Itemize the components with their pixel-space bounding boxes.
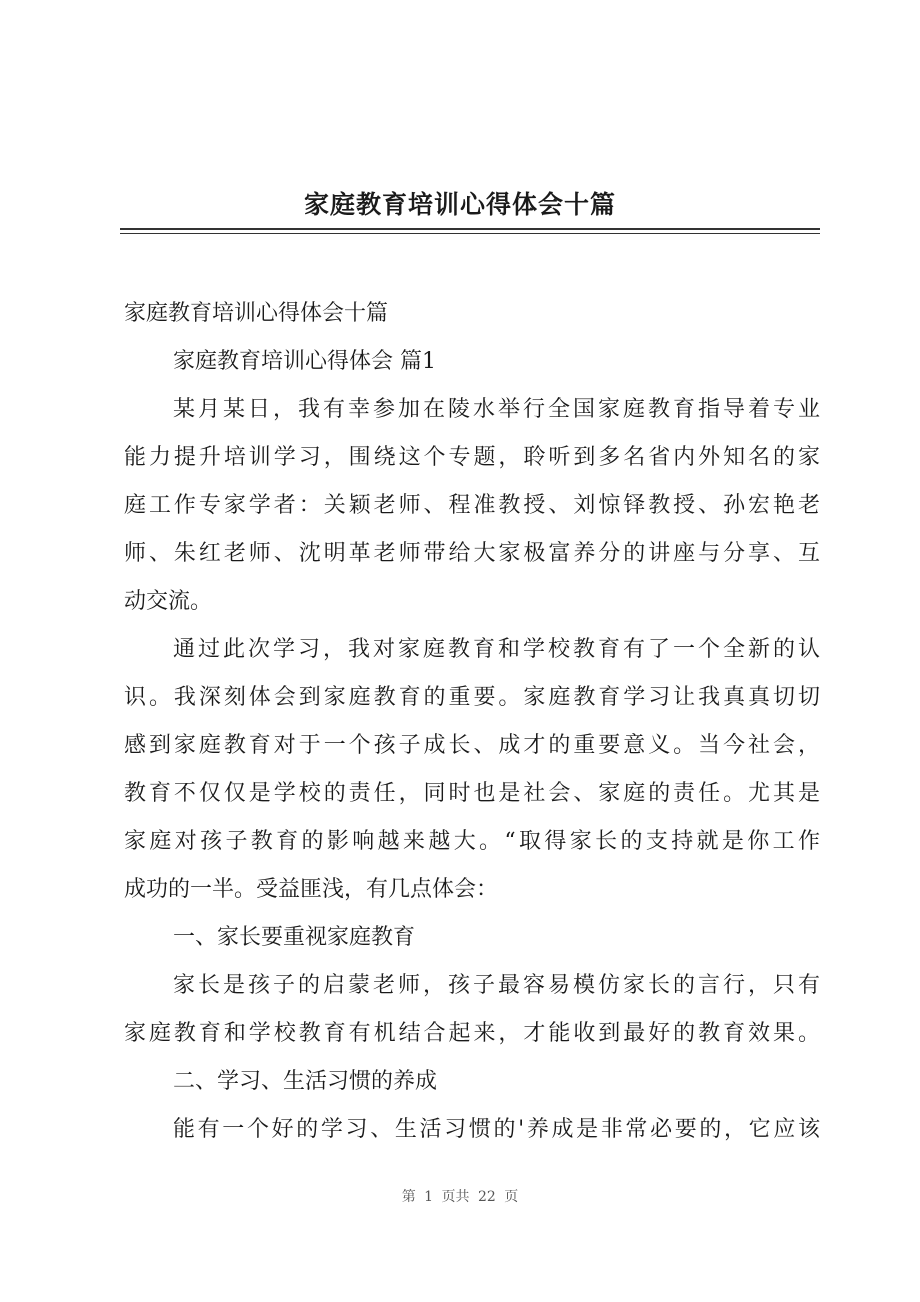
body-line: 识。我深刻体会到家庭教育的重要。家庭教育学习让我真真切切	[124, 685, 820, 710]
body-line: 教育不仅仅是学校的责任，同时也是社会、家庭的责任。尤其是	[124, 781, 820, 806]
section-heading: 二、学习、生活习惯的养成	[173, 1069, 438, 1094]
body-line: 成功的一半。受益匪浅，有几点体会：	[124, 877, 499, 902]
body-line: 家庭对孩子教育的影响越来越大。“取得家长的支持就是你工作	[124, 829, 820, 854]
body-line: 家庭教育培训心得体会 篇1	[173, 349, 436, 374]
body-line: 庭工作专家学者：关颖老师、程准教授、刘惊铎教授、孙宏艳老	[124, 493, 820, 518]
section-heading: 一、家长要重视家庭教育	[173, 925, 416, 950]
body-line: 能力提升培训学习，围绕这个专题，聆听到多名省内外知名的家	[124, 445, 820, 470]
body-line: 感到家庭教育对于一个孩子成长、成才的重要意义。当今社会，	[124, 733, 820, 758]
body-line: 动交流。	[124, 589, 213, 614]
body-line: 家庭教育和学校教育有机结合起来，才能收到最好的教育效果。	[124, 1021, 820, 1046]
body-line: 某月某日，我有幸参加在陵水举行全国家庭教育指导着专业	[173, 397, 820, 422]
document-title: 家庭教育培训心得体会十篇	[303, 190, 616, 219]
title-divider	[120, 228, 820, 234]
body-line: 通过此次学习，我对家庭教育和学校教育有了一个全新的认	[173, 637, 820, 662]
body-line: 师、朱红老师、沈明革老师带给大家极富养分的讲座与分享、互	[124, 541, 820, 566]
body-line: 能有一个好的学习、生活习惯的'养成是非常必要的，它应该	[173, 1117, 820, 1142]
body-line: 家庭教育培训心得体会十篇	[124, 301, 389, 326]
page-number: 第 1 页共 22 页	[401, 1189, 519, 1205]
body-line: 家长是孩子的启蒙老师，孩子最容易模仿家长的言行，只有	[173, 973, 820, 998]
